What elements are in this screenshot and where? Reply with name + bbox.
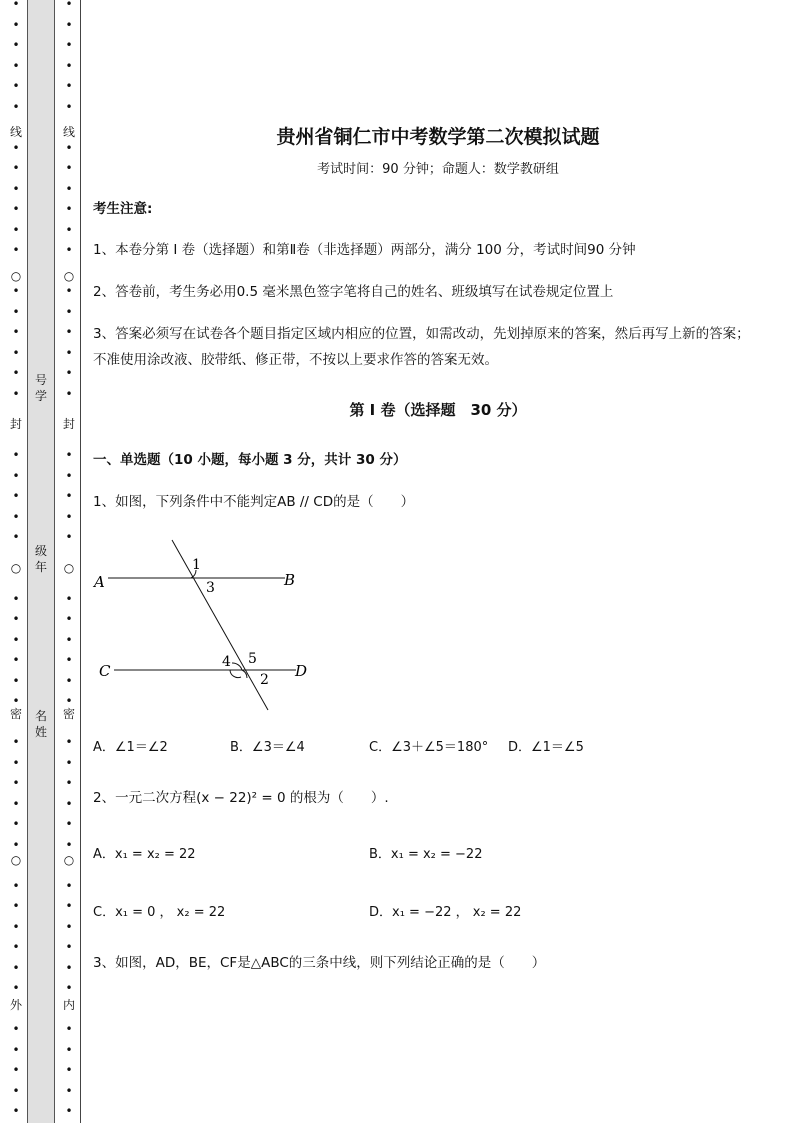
seal-dot: • — [65, 202, 73, 216]
seal-dot: • — [12, 366, 20, 380]
seal-dot: • — [65, 755, 73, 770]
note-item-3: 3、答案必须写在试卷各个题目指定区域内相应的位置，如需改动，先划掉原来的答案，然后再写上新的答案；不准使用涂改液、胶带纸、修正带，不按以上要求作答的答案无效。 — [93, 326, 750, 368]
strip-field-grade: 级年 — [34, 544, 47, 574]
seal-circle: ○ — [10, 561, 22, 575]
seal-dot: • — [65, 919, 73, 934]
question-1-figure — [90, 535, 320, 715]
seal-circle: ○ — [63, 853, 75, 867]
seal-dot: • — [12, 1083, 20, 1098]
seal-dot: • — [65, 38, 73, 52]
note-item-1: 1、本卷分第 I 卷（选择题）和第Ⅱ卷（非选择题）两部分，满分 100 分，考试时间90 分钟 — [93, 242, 636, 258]
seal-label: 外 — [9, 998, 22, 1012]
seal-dot: • — [65, 796, 73, 811]
question-1-option-a[interactable]: A．∠1＝∠2 — [93, 740, 168, 755]
seal-dot: • — [65, 817, 73, 831]
seal-label: 密 — [62, 707, 75, 721]
seal-label: 线 — [62, 125, 75, 139]
seal-dot: • — [12, 837, 20, 852]
strip-field-name: 名姓 — [34, 709, 47, 739]
seal-circle: ○ — [10, 853, 22, 867]
seal-dot: • — [65, 1042, 73, 1057]
seal-dot: • — [12, 1042, 20, 1057]
seal-dot: • — [12, 345, 20, 360]
seal-label: 内 — [62, 998, 75, 1012]
seal-label: 封 — [9, 417, 22, 431]
question-1-option-c[interactable]: C．∠3＋∠5＝180° — [369, 740, 489, 755]
seal-dot: • — [12, 489, 20, 503]
question-1-stem: 1、如图，下列条件中不能判定AB // CD的是（ ） — [93, 494, 415, 510]
angle-label-1: 1 — [192, 557, 201, 573]
seal-dot: • — [12, 755, 20, 770]
seal-dot: • — [65, 899, 73, 913]
seal-dot: • — [65, 509, 73, 524]
note-item-2: 2、答卷前，考生务必用0.5 毫米黑色签字笔将自己的姓名、班级填写在试卷规定位置上 — [93, 284, 614, 300]
seal-dot: • — [12, 284, 20, 298]
seal-dot: • — [12, 99, 20, 114]
seal-dot: • — [12, 530, 20, 544]
seal-dot: • — [65, 530, 73, 544]
seal-dot: • — [65, 735, 73, 749]
seal-dot: • — [65, 940, 73, 954]
margin-divider — [80, 0, 81, 1123]
seal-dot: • — [65, 325, 73, 339]
seal-dot: • — [12, 735, 20, 749]
seal-dot: • — [12, 58, 20, 73]
seal-dot: • — [65, 468, 73, 483]
seal-dot: • — [12, 181, 20, 196]
strip-field-student-number: 号学 — [34, 373, 47, 403]
outer-seal-column — [8, 0, 24, 1123]
question-1-option-b[interactable]: B．∠3＝∠4 — [230, 740, 305, 755]
exam-subtitle: 考试时间：90 分钟；命题人：数学教研组 — [317, 162, 559, 177]
seal-dot: • — [12, 140, 20, 155]
seal-dot: • — [12, 222, 20, 237]
seal-dot: • — [65, 591, 73, 606]
seal-dot: • — [12, 796, 20, 811]
question-2-stem: 2、一元二次方程(x − 22)² = 0 的根为（ ）. — [93, 790, 389, 806]
seal-dot: • — [12, 304, 20, 319]
question-1-option-d[interactable]: D．∠1＝∠5 — [508, 740, 584, 755]
seal-dot: • — [12, 468, 20, 483]
seal-dot: • — [65, 140, 73, 155]
seal-dot: • — [12, 202, 20, 216]
seal-dot: • — [65, 243, 73, 257]
inner-seal-column — [61, 0, 77, 1123]
seal-dot: • — [12, 673, 20, 688]
seal-label: 线 — [9, 125, 22, 139]
seal-dot: • — [12, 940, 20, 954]
seal-dot: • — [12, 694, 20, 708]
seal-dot: • — [65, 0, 73, 11]
seal-dot: • — [65, 1063, 73, 1077]
exam-title: 贵州省铜仁市中考数学第二次模拟试题 — [276, 126, 600, 148]
angle-label-4: 4 — [222, 654, 231, 670]
seal-dot: • — [12, 0, 20, 11]
seal-dot: • — [65, 1022, 73, 1036]
section-title: 第 I 卷（选择题 30 分） — [349, 401, 527, 419]
seal-label: 密 — [9, 707, 22, 721]
seal-dot: • — [12, 632, 20, 647]
seal-dot: • — [65, 79, 73, 93]
seal-dot: • — [12, 38, 20, 52]
seal-circle: ○ — [63, 269, 75, 283]
question-3-stem: 3、如图，AD，BE，CF是△ABC的三条中线，则下列结论正确的是（ ） — [93, 955, 546, 971]
seal-dot: • — [65, 181, 73, 196]
seal-dot: • — [65, 304, 73, 319]
seal-dot: • — [12, 1022, 20, 1036]
seal-dot: • — [12, 509, 20, 524]
seal-dot: • — [65, 632, 73, 647]
seal-dot: • — [12, 325, 20, 339]
seal-label: 封 — [62, 417, 75, 431]
seal-dot: • — [65, 776, 73, 790]
angle-5-arc — [232, 663, 242, 670]
seal-dot: • — [12, 653, 20, 667]
seal-dot: • — [12, 1063, 20, 1077]
seal-dot: • — [65, 489, 73, 503]
seal-dot: • — [12, 79, 20, 93]
label-d: D — [295, 662, 308, 680]
transversal-line — [172, 540, 268, 710]
notes-heading: 考生注意: — [93, 201, 153, 217]
question-2-option-d[interactable]: D．x₁ = −22 ， x₂ = 22 — [369, 905, 522, 920]
seal-dot: • — [65, 653, 73, 667]
seal-dot: • — [12, 960, 20, 975]
seal-dot: • — [65, 284, 73, 298]
seal-dot: • — [65, 612, 73, 626]
label-b: B — [284, 571, 296, 589]
seal-dot: • — [12, 776, 20, 790]
seal-dot: • — [12, 243, 20, 257]
angle-4-arc — [230, 670, 241, 678]
seal-dot: • — [12, 919, 20, 934]
seal-dot: • — [65, 161, 73, 175]
seal-dot: • — [12, 878, 20, 893]
seal-circle: ○ — [63, 561, 75, 575]
seal-dot: • — [65, 366, 73, 380]
seal-dot: • — [65, 222, 73, 237]
seal-dot: • — [65, 837, 73, 852]
question-2-option-c[interactable]: C．x₁ = 0 ， x₂ = 22 — [93, 905, 226, 920]
seal-dot: • — [12, 448, 20, 462]
binding-margin — [0, 0, 82, 1123]
seal-dot: • — [65, 99, 73, 114]
seal-dot: • — [65, 878, 73, 893]
seal-dot: • — [65, 981, 73, 995]
label-a: A — [94, 573, 105, 591]
seal-dot: • — [12, 1104, 20, 1118]
seal-dot: • — [65, 58, 73, 73]
seal-dot: • — [12, 817, 20, 831]
seal-dot: • — [65, 694, 73, 708]
seal-dot: • — [65, 1104, 73, 1118]
seal-dot: • — [12, 17, 20, 32]
question-2-option-b[interactable]: B．x₁ = x₂ = −22 — [369, 847, 483, 862]
seal-dot: • — [65, 386, 73, 401]
seal-dot: • — [12, 386, 20, 401]
seal-dot: • — [12, 899, 20, 913]
part-heading: 一、单选题（10 小题，每小题 3 分，共计 30 分） — [93, 452, 407, 468]
seal-dot: • — [65, 673, 73, 688]
seal-dot: • — [12, 981, 20, 995]
seal-dot: • — [12, 161, 20, 175]
seal-circle: ○ — [10, 269, 22, 283]
seal-dot: • — [65, 17, 73, 32]
seal-dot: • — [12, 591, 20, 606]
angle-label-3: 3 — [206, 580, 215, 596]
seal-dot: • — [65, 960, 73, 975]
seal-dot: • — [65, 345, 73, 360]
angle-label-5: 5 — [248, 651, 257, 667]
question-2-option-a[interactable]: A．x₁ = x₂ = 22 — [93, 847, 196, 862]
seal-dot: • — [65, 1083, 73, 1098]
seal-dot: • — [12, 612, 20, 626]
seal-dot: • — [65, 448, 73, 462]
angle-label-2: 2 — [260, 672, 269, 688]
label-c: C — [99, 662, 111, 680]
